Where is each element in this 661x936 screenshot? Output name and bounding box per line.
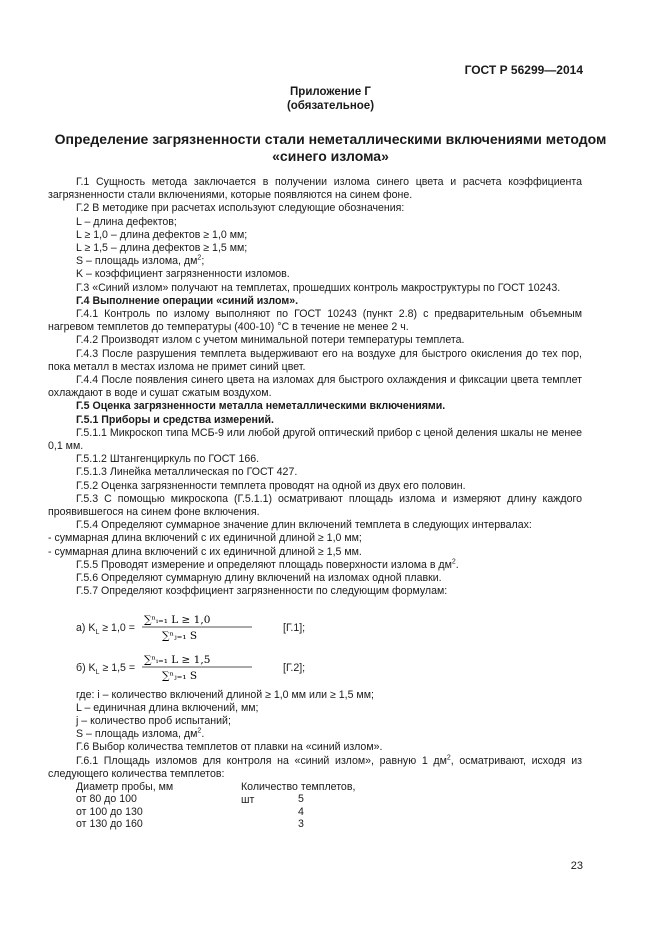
annex-heading — [0, 85, 661, 113]
formula-g2-label — [76, 662, 135, 679]
table-row — [76, 818, 582, 831]
def-l15: L ≥ 1,5 – длина дефектов ≥ 1,5 мм; — [76, 242, 248, 255]
paragraph-g57: Г.5.7 Определяют коэффициент загрязненности по следующим формулам: — [76, 585, 448, 598]
paragraph-g61 — [48, 755, 582, 781]
list-item-15: - суммарная длина включений с их единичной длиной ≥ 1,5 мм. — [48, 545, 362, 558]
paragraph-g56: Г.5.6 Определяют суммарную длину включений на изломах одной плавки. — [76, 572, 442, 585]
formula-g2-fraction — [140, 651, 260, 683]
where-s-text: S – площадь излома, дм — [76, 728, 198, 741]
where-i: где: i – количество включений длиной ≥ 1,0 мм или ≥ 1,5 мм; — [76, 688, 374, 701]
formula-g1-numerator: ∑ⁿᵢ₌₁ L ≥ 1,0 — [144, 613, 211, 626]
formula-g1 — [48, 611, 582, 643]
formula-g1-sub: L — [95, 628, 100, 636]
def-s-end: ; — [201, 255, 205, 268]
paragraph-g512: Г.5.1.2 Штангенциркуль по ГОСТ 166. — [76, 453, 260, 466]
g55-end: . — [455, 558, 459, 571]
list-item-10: - суммарная длина включений с их единичной длиной ≥ 1,0 мм; — [48, 532, 362, 545]
paragraph-g3: Г.3 «Синий излом» получают на темплетах, прошедших контроль макроструктуры по ГОСТ 10243. — [76, 281, 561, 294]
formula-g1-k: а) K — [76, 621, 96, 634]
formula-g2-denominator: ∑ⁿⱼ₌₁ S — [162, 669, 198, 682]
def-s-sup: 2 — [197, 254, 202, 262]
table-cell-count: 5 — [298, 793, 304, 806]
paragraph-g6: Г.6 Выбор количества темплетов от плавки на «синий излом». — [76, 741, 383, 754]
paragraph-g2: Г.2 В методике при расчетах используют следующие обозначения: — [76, 202, 405, 215]
table-header-diameter: Диаметр пробы, мм — [76, 780, 174, 793]
g61-text: Г.6.1 Площадь изломов для контроля на «синий излом», равную 1 дм — [76, 754, 447, 767]
paragraph-g41: Г.4.1 Контроль по излому выполняют по ГОСТ 10243 (пункт 2.8) с предварительным объемным нагревом темплетов до температуры (400-10) °С в течение не менее 2 ч. — [48, 308, 582, 334]
table-cell-diameter: от 80 до 100 — [76, 793, 137, 806]
table-cell-diameter: от 130 до 160 — [76, 818, 143, 831]
formula-g2-ref: [Г.2]; — [283, 661, 306, 674]
formula-g2 — [48, 651, 582, 683]
paragraph-g54: Г.5.4 Определяют суммарное значение длин включений темплета в следующих интервалах: — [76, 519, 532, 532]
formula-g2-sub: L — [95, 668, 100, 676]
paragraph-g1: Г.1 Сущность метода заключается в получении излома синего цвета и расчета коэффициента загрязненности стали включениями, которые появляются на синем фоне. — [48, 176, 582, 202]
heading-g4: Г.4 Выполнение операции «синий излом». — [76, 294, 299, 307]
g61-end: , осматривают, исходя из следующего количества темплетов: — [48, 754, 582, 780]
paragraph-g53: Г.5.3 С помощью микроскопа (Г.5.1.1) осматривают площадь излома и измеряют длину каждого проявившегося на синем фоне включения. — [48, 492, 582, 519]
formula-g1-label — [76, 622, 135, 639]
paragraph-g55 — [48, 559, 582, 572]
def-l: L – длина дефектов; — [76, 215, 177, 228]
where-s — [48, 728, 582, 741]
paragraph-g511: Г.5.1.1 Микроскоп типа МСБ-9 или любой другой оптический прибор с ценой деления шкалы не менее 0,1 мм. — [48, 426, 582, 453]
standard-number: ГОСТ Р 56299—2014 — [464, 63, 583, 77]
heading-g51: Г.5.1 Приборы и средства измерений. — [76, 413, 274, 426]
paragraph-g43: Г.4.3 После разрушения темплета выдерживают его на воздухе для быстрого окисления до тех пор, пока металл в местах излома не примет синий цвет. — [48, 347, 582, 373]
def-s-text: S – площадь излома, дм — [76, 255, 198, 268]
formula-g2-cond: ≥ 1,5 = — [102, 661, 136, 674]
where-s-end: . — [201, 728, 205, 741]
heading-g5: Г.5 Оценка загрязненности металла неметаллическими включениями. — [76, 400, 446, 413]
g55-text: Г.5.5 Проводят измерение и определяют площадь поверхности излома в дм — [76, 558, 452, 571]
paragraph-g42: Г.4.2 Производят излом с учетом минимальной потери температуры темплета. — [76, 334, 465, 347]
formula-g1-ref: [Г.1]; — [283, 621, 306, 634]
document-body — [48, 176, 582, 831]
section-title: Определение загрязненности стали неметаллическими включениями методом «синего излома» — [54, 131, 607, 164]
table-row — [76, 806, 582, 819]
formula-g1-cond: ≥ 1,0 = — [102, 621, 135, 634]
annex-status: (обязательное) — [286, 100, 375, 112]
page-number: 23 — [570, 860, 583, 872]
formula-g2-numerator: ∑ⁿᵢ₌₁ L ≥ 1,5 — [144, 653, 211, 666]
table-cell-count: 4 — [298, 805, 304, 818]
def-k: K – коэффициент загрязненности изломов. — [76, 268, 290, 281]
formula-g2-k: б) K — [76, 661, 96, 674]
table-header-count: Количество темплетов, шт — [241, 780, 356, 807]
paragraph-g52: Г.5.2 Оценка загрязненности темплета проводят на одной из двух его половин. — [76, 479, 466, 492]
def-s — [48, 255, 582, 268]
g55-sup: 2 — [451, 558, 456, 566]
table-row — [76, 793, 582, 806]
table-cell-count: 3 — [298, 818, 304, 831]
where-j: j – количество проб испытаний; — [76, 714, 231, 727]
g61-sup: 2 — [446, 753, 451, 761]
def-l10: L ≥ 1,0 – длина дефектов ≥ 1,0 мм; — [76, 228, 248, 241]
annex-title: Приложение Г — [290, 86, 371, 98]
where-l: L – единичная длина включений, мм; — [76, 701, 259, 714]
formula-g1-fraction — [140, 611, 260, 643]
templet-table — [48, 781, 582, 831]
formula-g1-denominator: ∑ⁿⱼ₌₁ S — [162, 629, 198, 642]
table-cell-diameter: от 100 до 130 — [76, 805, 143, 818]
paragraph-g513: Г.5.1.3 Линейка металлическая по ГОСТ 427. — [76, 466, 298, 479]
where-s-sup: 2 — [197, 727, 202, 735]
paragraph-g44: Г.4.4 После появления синего цвета на изломах для быстрого охлаждения и фиксации цвета темплет охлаждают в воде и сушат сжатым воздухом. — [48, 374, 582, 400]
